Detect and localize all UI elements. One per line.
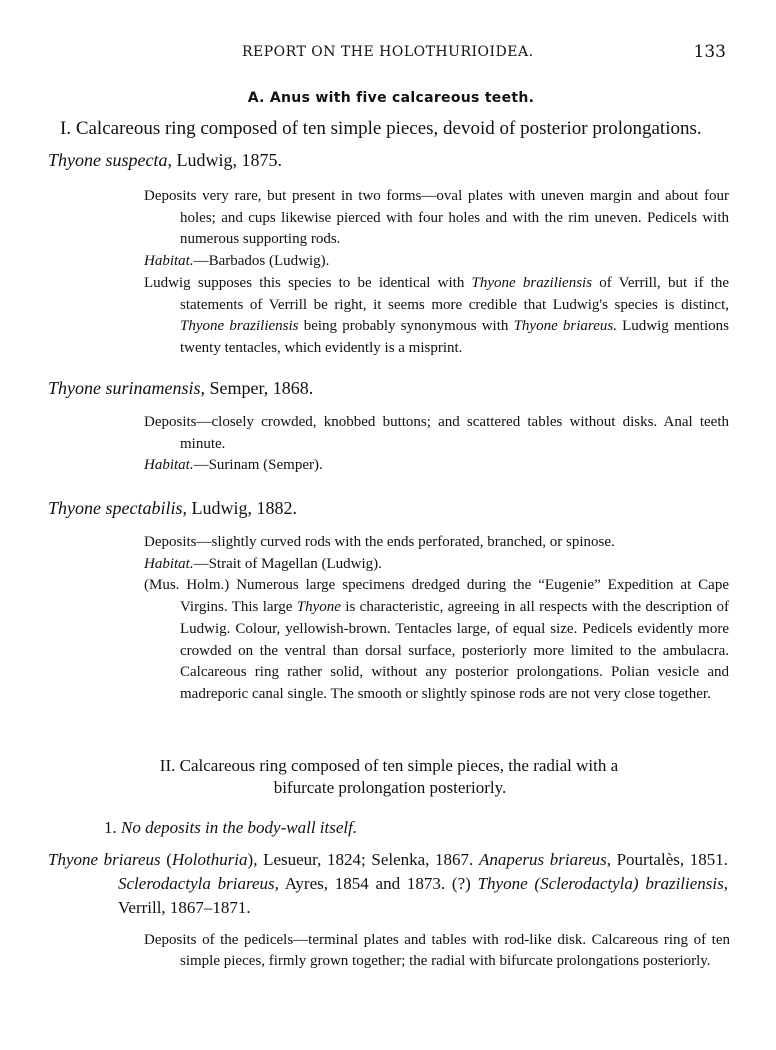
species-epithet: surinamensis [105, 378, 201, 398]
synonymy-taxon: Thyone briareus [48, 850, 161, 869]
habitat-text: —Barbados (Ludwig). [193, 253, 330, 270]
remarks-taxon: Thyone braziliensis [471, 274, 593, 291]
remarks-text: Ludwig supposes this species to be identical with [144, 274, 472, 291]
synonymy-citation: ( [160, 850, 172, 869]
species-genus: Thyone [48, 378, 101, 398]
species-epithet: spectabilis [105, 498, 183, 518]
section-a-heading [0, 90, 776, 106]
habitat-line [144, 251, 729, 273]
page-number: 133 [693, 42, 726, 62]
synonymy-citation: , Verrill, 1867–1871. [118, 874, 728, 917]
deposits-paragraph: Deposits—closely crowded, knobbed buttons; and scattered tables without disks. Anal teeth minute. [144, 414, 729, 452]
deposits-line: uneven. Pedicels with numerous supporting rods. [180, 209, 729, 248]
remarks-text: is characteristic, agreeing in all respects with the description of Ludwig. Colour, yellowish-brown. Tentacles large, of equal size. Pedicels evidently more crowded on the ventral than dorsal surface, posteriorly more limited to the ambulacra. Calcareous ring rather solid, without any posterior prolongations. Polian vesicle and madreporic canal single. The smooth or slightly spinose rods are not very close together. [180, 599, 729, 702]
synonymy-text [48, 848, 728, 920]
species-authority: , Ludwig, 1882. [182, 498, 297, 518]
species-description [144, 930, 730, 972]
habitat-text: —Surinam (Semper). [193, 457, 323, 474]
page-header [0, 44, 776, 64]
subsection-heading [104, 818, 357, 838]
remarks-taxon: Thyone briareus. [513, 318, 617, 335]
deposits-paragraph: Deposits—slightly curved rods with the ends perforated, branched, or spinose. [144, 534, 615, 550]
species-heading [48, 150, 282, 171]
synonymy-taxon: Thyone (Sclerodactyla) braziliensis [477, 874, 724, 893]
species-epithet: suspecta [105, 150, 168, 170]
synonymy-paragraph [48, 848, 728, 920]
running-title: REPORT ON THE HOLOTHURIOIDEA. [242, 44, 534, 60]
habitat-label: Habitat. [144, 253, 194, 270]
species-description [144, 186, 729, 360]
species-heading [48, 378, 313, 399]
remarks-taxon: Thyone [296, 599, 341, 616]
section-ii-heading [0, 755, 776, 799]
remarks-text: Ludwig mentions twenty tentacles, which evidently is a misprint. [180, 318, 729, 356]
deposits-paragraph: Deposits of the pedicels—terminal plates and tables with rod-like disk. Calcareous ring of ten simple pieces, firmly grown together; the radial with bifurcate prolongations posteriorly. [144, 932, 730, 969]
deposits-line: about four holes; and cups likewise pierced with four holes and with the rim [180, 188, 729, 226]
remarks-paragraph [144, 575, 729, 705]
species-description [144, 532, 729, 706]
habitat-line [144, 554, 729, 576]
species-genus: Thyone [48, 498, 101, 518]
remarks-text: (Mus. Holm.) Numerous large specimens dredged during the “Eugenie” Expedition at Cape Virgins. This large [144, 577, 729, 616]
species-authority: , Ludwig, 1875. [167, 150, 282, 170]
habitat-text: —Strait of Magellan (Ludwig). [193, 555, 382, 572]
subsection-title: No deposits in the body-wall itself. [121, 818, 358, 837]
habitat-line [144, 455, 729, 477]
section-a-text: A. Anus with five calcareous teeth. [247, 90, 535, 106]
synonymy-citation: ), Lesueur, 1824; Selenka, 1867. [247, 850, 479, 869]
synonymy-citation: , Ayres, 1854 and 1873. (?) [274, 874, 478, 893]
species-description [144, 412, 729, 477]
synonymy-citation: , Pourtalès, 1851. [606, 850, 728, 869]
species-authority: , Semper, 1868. [200, 378, 314, 398]
remarks-taxon: Thyone braziliensis [180, 318, 299, 335]
remarks-text: of Verrill, but if the statements of Verrill be right, it seems more credible that Ludwig's species is distinct, [180, 274, 729, 313]
section-ii-line: II. Calcareous ring composed of ten simple pieces, the radial with a [159, 756, 619, 775]
species-heading [48, 498, 297, 519]
synonymy-taxon: Holothuria [171, 850, 248, 869]
section-ii-line: bifurcate prolongation posteriorly. [273, 778, 507, 797]
deposits-line: Deposits very rare, but present in two forms—oval plates with uneven margin and [144, 188, 660, 204]
remarks-paragraph [144, 273, 729, 360]
synonymy-taxon: Anaperus briareus [478, 850, 607, 869]
habitat-label: Habitat. [144, 457, 194, 474]
species-genus: Thyone [48, 150, 101, 170]
section-i-heading: I. Calcareous ring composed of ten simple pieces, devoid of posterior prolongations. [60, 118, 702, 139]
remarks-text: being probably synonymous with [298, 318, 514, 335]
subsection-number: 1. [104, 818, 117, 837]
synonymy-taxon: Sclerodactyla briareus [118, 874, 275, 893]
deposits-paragraph [144, 186, 729, 251]
habitat-label: Habitat. [144, 555, 194, 572]
